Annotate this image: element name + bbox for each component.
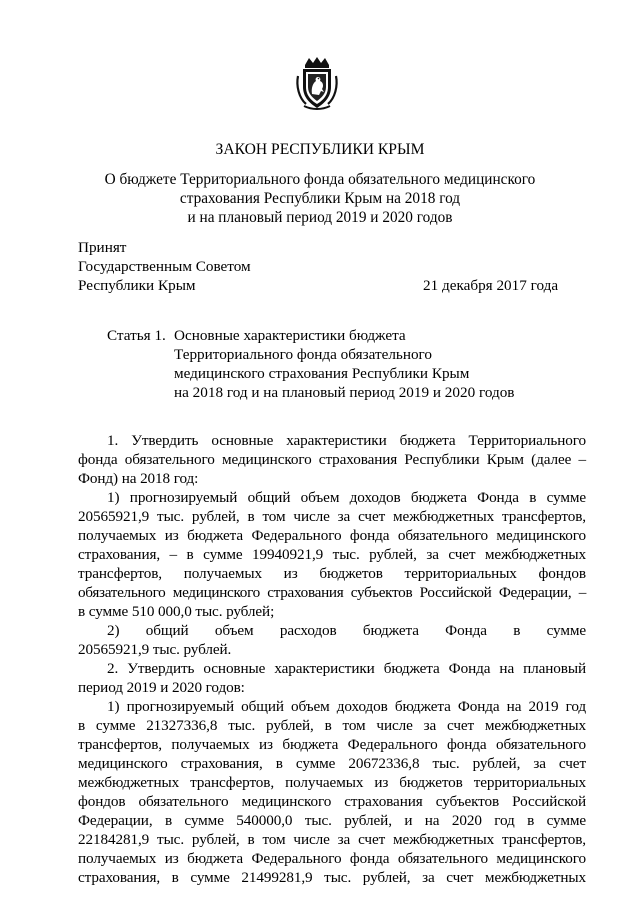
body-line: страхования, – в сумме 19940921,9 тыс. рублей, за счет межбюджетных	[78, 546, 586, 563]
body-line: 1. Утвердить основные характеристики бюджета Территориального	[107, 432, 586, 449]
body-line: 1) прогнозируемый общий объем доходов бюджета Фонда в сумме	[107, 489, 586, 506]
adopted-line: Республики Крым	[78, 277, 196, 294]
body-line: трансфертов, получаемых из бюджетов территориальных фондов	[78, 565, 586, 582]
body-line: фондов обязательного медицинского страхования субъектов Российской	[78, 793, 586, 810]
body-line: фонда обязательного медицинского страхования Республики Крым (далее –	[78, 451, 586, 468]
article-title-line: на 2018 год и на плановый период 2019 и 2020 годов	[174, 384, 515, 401]
adopted-line: Принят	[78, 239, 127, 256]
body-line: медицинского страхования, в сумме 20672336,8 тыс. рублей, за счет	[78, 755, 586, 772]
article-title-line: медицинского страхования Республики Крым	[174, 365, 470, 382]
adoption-date: 21 декабря 2017 года	[423, 277, 559, 294]
body-line: период 2019 и 2020 годов:	[78, 679, 245, 696]
body-line: 2) общий объем расходов бюджета Фонда в сумме	[107, 622, 586, 639]
subtitle-line: О бюджете Территориального фонда обязательного медицинского	[104, 171, 536, 188]
document-title: ЗАКОН РЕСПУБЛИКИ КРЫМ	[215, 141, 425, 158]
subtitle-line: страхования Республики Крым на 2018 год	[179, 190, 461, 207]
body-line: в сумме 510 000,0 тыс. рублей;	[78, 603, 275, 620]
body-line: 20565921,9 тыс. рублей.	[78, 641, 232, 658]
body-line: 1) прогнозируемый общий объем доходов бюджета Фонда на 2019 год	[107, 698, 586, 715]
body-line: межбюджетных трансфертов, получаемых из бюджетов территориальных	[78, 774, 586, 791]
body-line: трансфертов, получаемых из бюджета Федерального фонда обязательного	[78, 736, 586, 753]
body-line: получаемых из бюджета Федерального фонда обязательного медицинского	[78, 850, 586, 867]
body-line: получаемых из бюджета Федерального фонда обязательного медицинского	[78, 527, 586, 544]
article-title-line: Основные характеристики бюджета	[174, 327, 406, 344]
body-line: Федерации, в сумме 540000,0 тыс. рублей, и на 2020 год в сумме	[78, 812, 586, 829]
article-label: Статья 1.	[107, 327, 166, 344]
coat-of-arms-icon	[294, 56, 340, 110]
body-line: обязательного медицинского страхования субъектов Российской Федерации, –	[78, 584, 586, 601]
article-title-line: Территориального фонда обязательного	[174, 346, 433, 363]
body-line: Фонд) на 2018 год:	[78, 470, 199, 487]
body-line: 2. Утвердить основные характеристики бюджета Фонда на плановый	[107, 660, 586, 677]
adopted-line: Государственным Советом	[78, 258, 251, 275]
body-line: 20565921,9 тыс. рублей, в том числе за счет межбюджетных трансфертов,	[78, 508, 586, 525]
body-line: в сумме 21327336,8 тыс. рублей, в том числе за счет межбюджетных	[78, 717, 586, 734]
subtitle-line: и на плановый период 2019 и 2020 годов	[187, 209, 453, 226]
body-line: 22184281,9 тыс. рублей, в том числе за счет межбюджетных трансфертов,	[78, 831, 586, 848]
body-line: страхования, в сумме 21499281,9 тыс. рублей, за счет межбюджетных	[78, 869, 586, 886]
